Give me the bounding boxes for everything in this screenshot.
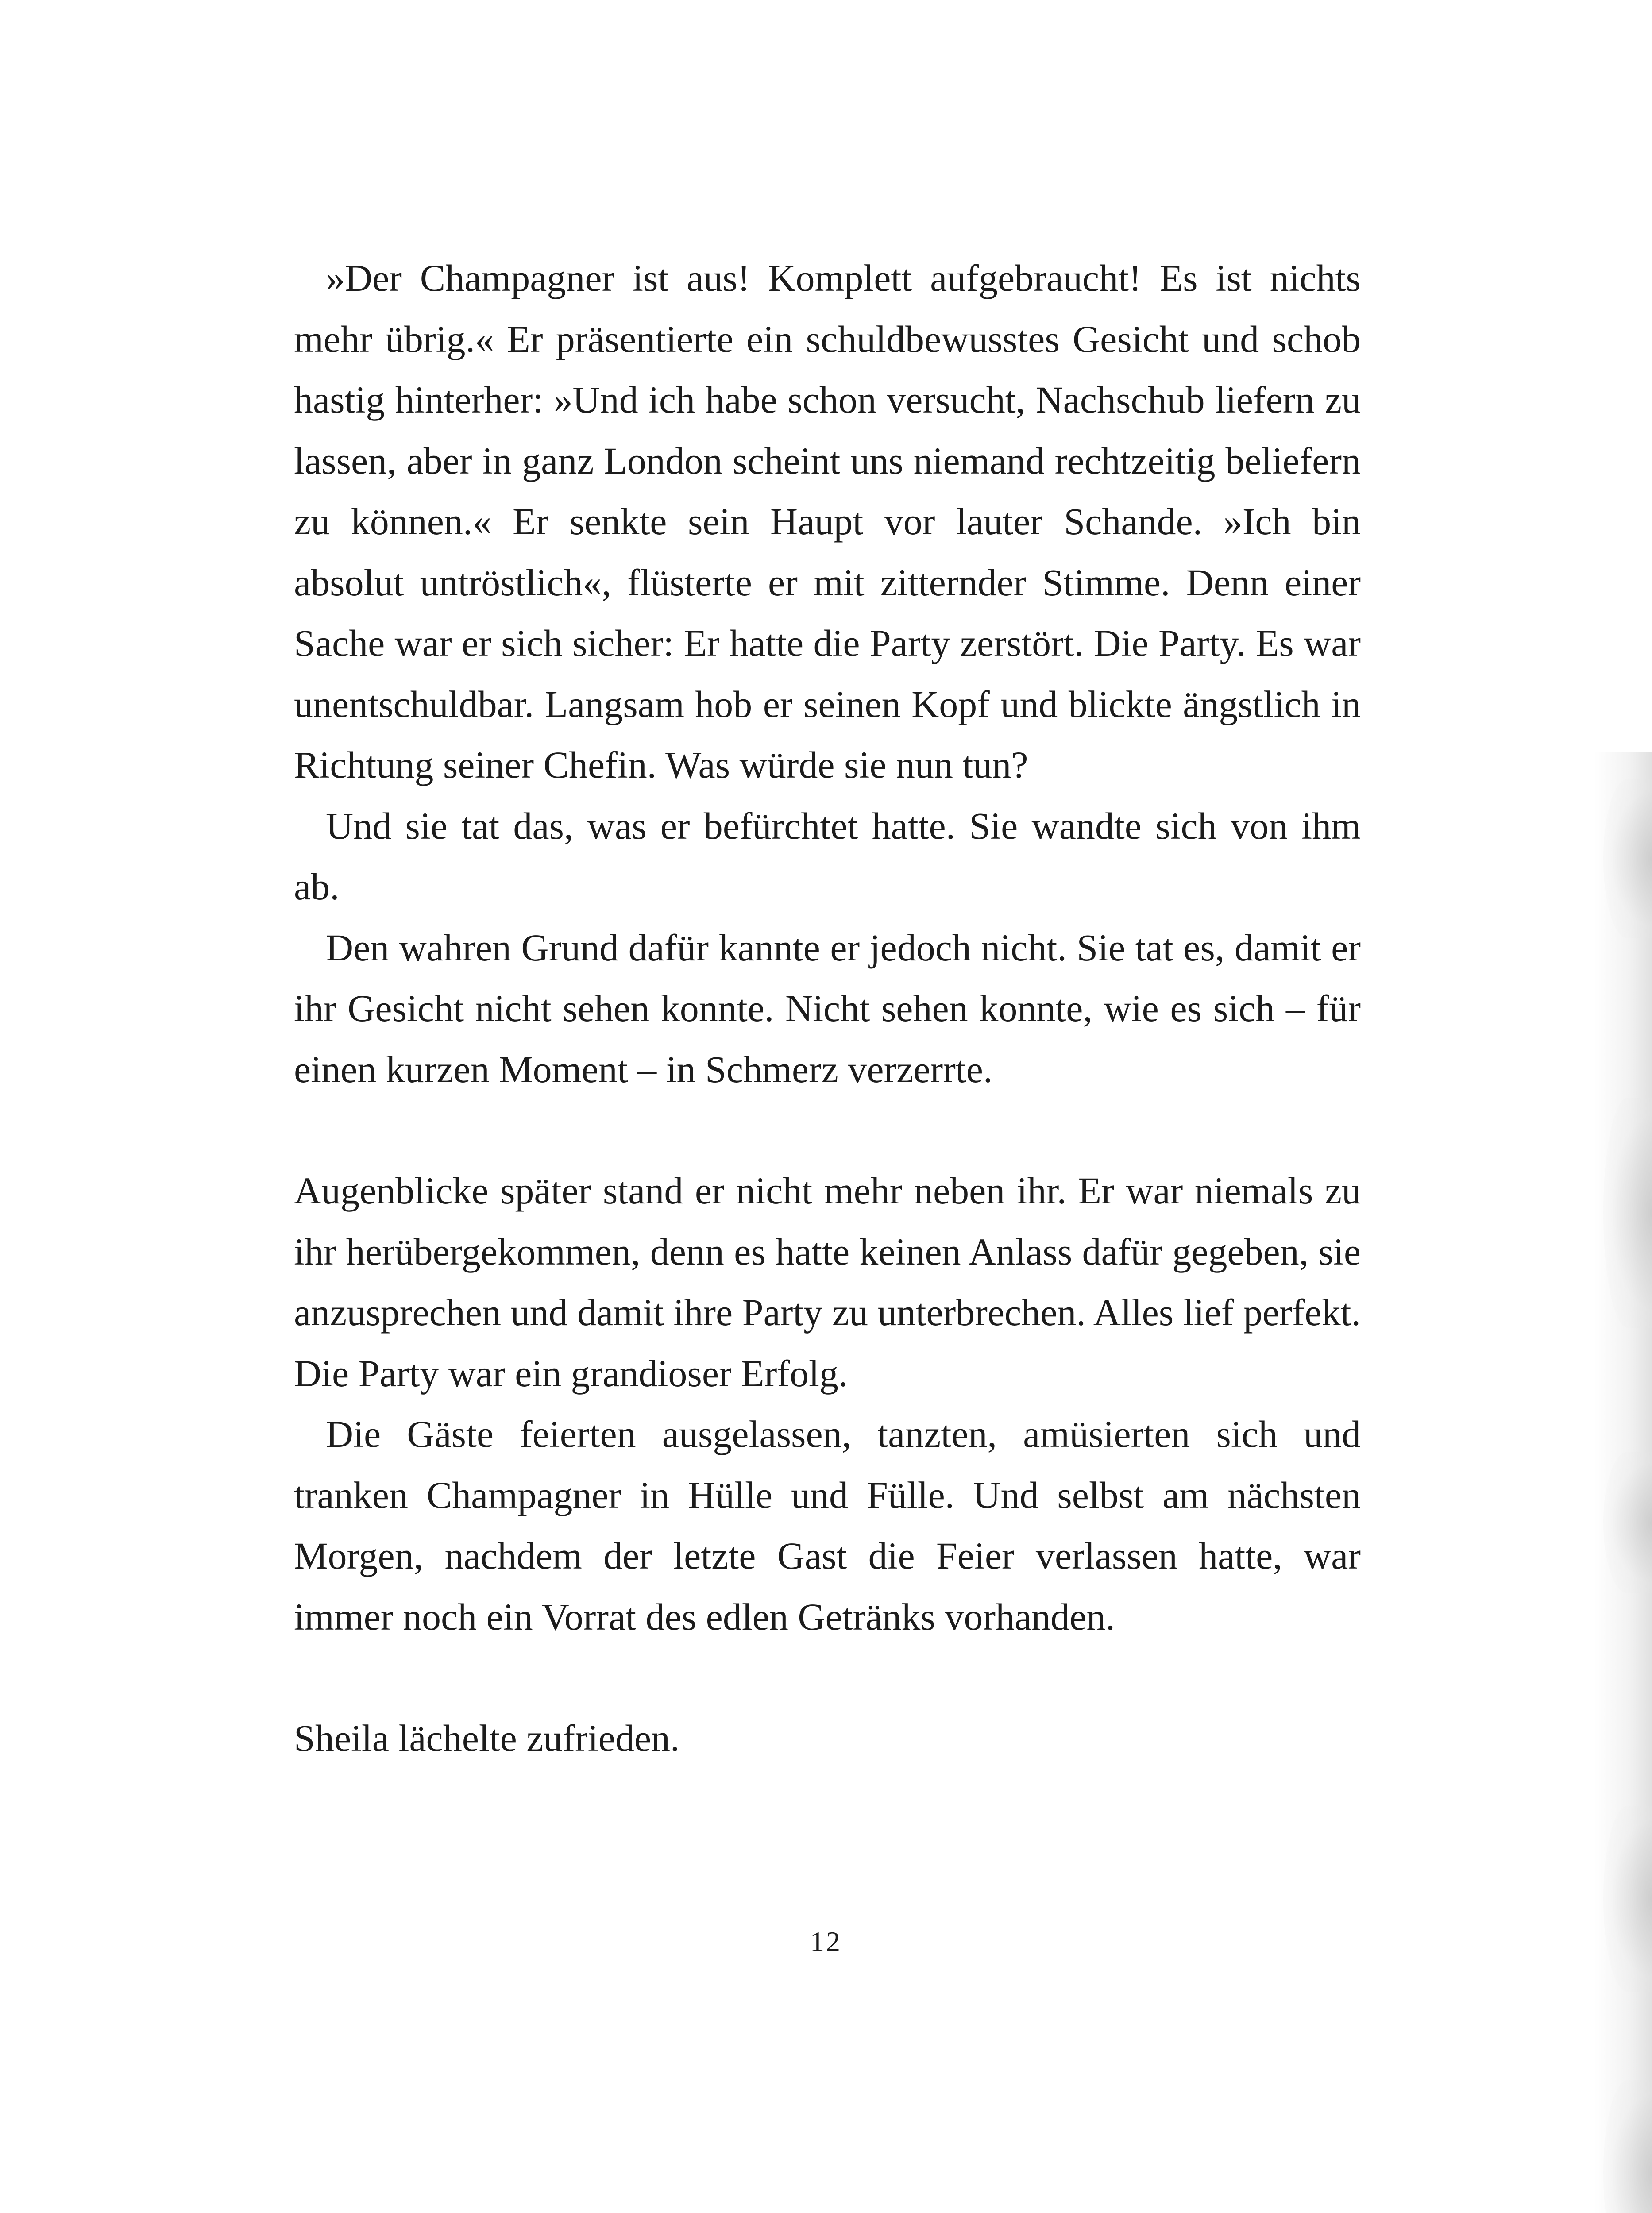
paragraph: Die Gäste feierten ausgelassen, tanzten, amüsierten sich und tranken Champagner in Hülle und Fülle. Und selbst am nächsten Morgen, nachdem der letzte Gast die Feier verlassen hatte, war immer noch ein Vorrat des edlen Getränks vorhanden.	[294, 1413, 1361, 1638]
body-text	[294, 248, 1361, 1769]
paragraph: »Der Champagner ist aus! Komplett aufgebraucht! Es ist nichts mehr übrig.« Er präsentierte ein schuldbewusstes Gesicht und schob hastig hinterher: »Und ich habe schon versucht, Nachschub liefern zu lassen, aber in ganz London scheint uns niemand rechtzeitig beliefern zu können.« Er senkte sein Haupt vor lauter Schande. »Ich bin absolut untröstlich«, flüsterte er mit zitternder Stimme. Denn einer Sache war er sich sicher: Er hatte die Party zerstört. Die Party. Es war unentschuldbar. Langsam hob er seinen Kopf und blickte ängstlich in Richtung seiner Chefin. Was würde sie nun tun?	[294, 257, 1361, 786]
edge-swirl-3	[1603, 1452, 1652, 1593]
edge-swirl-4	[1603, 1806, 1652, 1992]
edge-swirl-1	[1603, 779, 1652, 938]
paragraph: Sheila lächelte zufrieden.	[294, 1717, 680, 1759]
paragraph: Den wahren Grund dafür kannte er jedoch nicht. Sie tat es, damit er ihr Gesicht nicht sehen konnte. Nicht sehen konnte, wie es sich – für einen kurzen Moment – in Schmerz verzerrte.	[294, 926, 1361, 1091]
paragraph: Augenblicke später stand er nicht mehr neben ihr. Er war niemals zu ihr herübergekommen, denn es hatte keinen Anlass dafür gegeben, sie anzusprechen und damit ihre Party zu unterbrechen. Alles lief perfekt. Die Party war ein grandioser Erfolg.	[294, 1169, 1361, 1395]
paragraph: Und sie tat das, was er befürchtet hatte. Sie wandte sich von ihm ab.	[294, 804, 1361, 908]
page-number: 12	[810, 1926, 842, 1957]
edge-swirl-2	[1603, 1098, 1652, 1328]
